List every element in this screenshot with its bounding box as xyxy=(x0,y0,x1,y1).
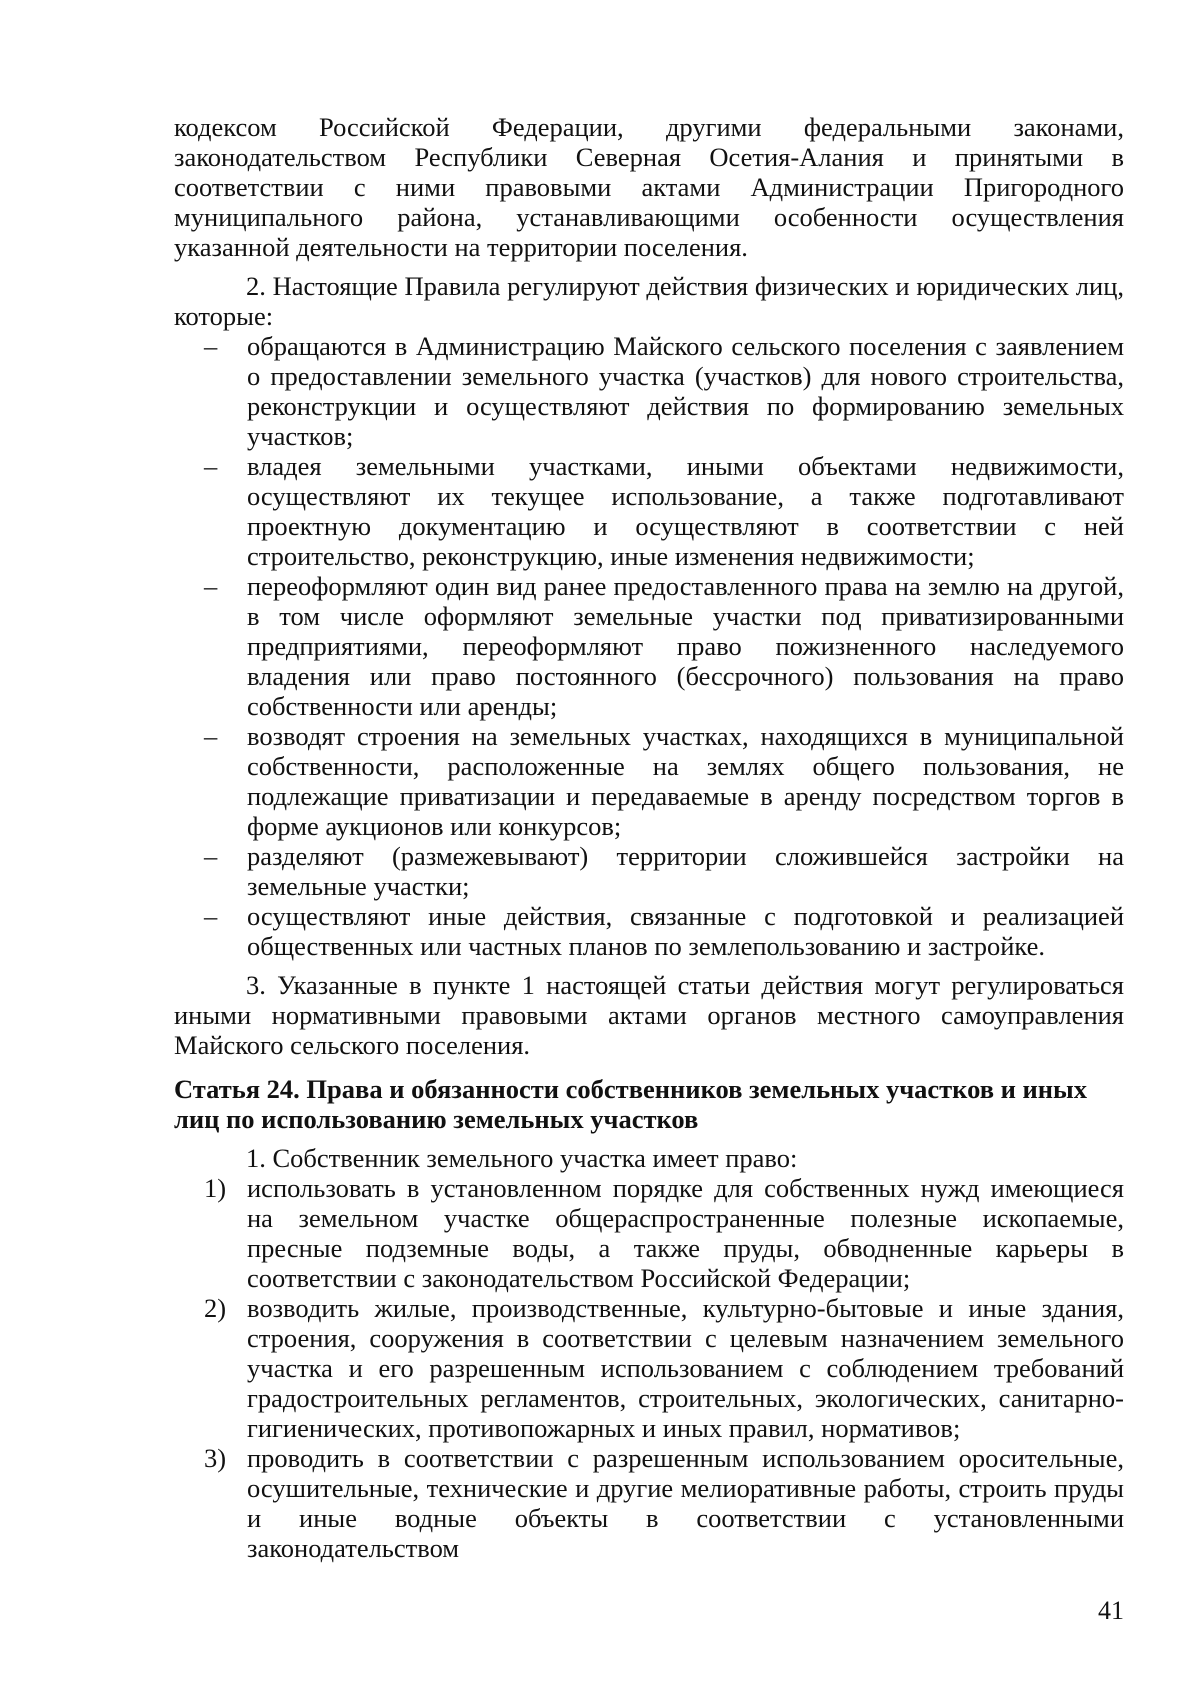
dash-marker: – xyxy=(204,721,218,751)
list-item xyxy=(174,841,1124,901)
list-item-text: возводят строения на земельных участках, находящихся в муниципальной собственности, расположенные на землях общего пользования, не подлежащие приватизации и передаваемые в аренду посредством торгов в форме аукционов или конкурсов; xyxy=(247,721,1124,841)
article-heading: Статья 24. Права и обязанности собственников земельных участков и иных лиц по использованию земельных участков xyxy=(174,1074,1087,1134)
list-item-text: обращаются в Администрацию Майского сельского поселения с заявлением о предоставлении земельного участка (участков) для нового строительства, реконструкции и осуществляют действия по формированию земельных участков; xyxy=(247,331,1124,451)
numbered-list xyxy=(174,1173,1124,1563)
article-paragraph-1: 1. Собственник земельного участка имеет право: xyxy=(246,1143,798,1173)
document-page xyxy=(174,112,1124,1563)
list-item xyxy=(174,451,1124,571)
paragraph-2: 2. Настоящие Правила регулируют действия физических и юридических лиц, которые: xyxy=(174,271,1124,331)
item-number: 1) xyxy=(204,1173,227,1203)
list-item xyxy=(174,901,1124,961)
list-item xyxy=(174,1293,1124,1443)
dash-marker: – xyxy=(204,331,218,361)
page-number: 41 xyxy=(1098,1596,1124,1625)
dash-marker: – xyxy=(204,451,218,481)
list-item-text: использовать в установленном порядке для собственных нужд имеющиеся на земельном участке общераспространенные полезные ископаемые, пресные подземные воды, а также пруды, обводненные карьеры в соответствии с законодательством Российской Федерации; xyxy=(247,1173,1124,1293)
list-item-text: осуществляют иные действия, связанные с подготовкой и реализацией общественных или частных планов по землепользованию и застройке. xyxy=(247,901,1124,961)
dash-marker: – xyxy=(204,841,218,871)
item-number: 3) xyxy=(204,1443,227,1473)
item-number: 2) xyxy=(204,1293,227,1323)
list-item xyxy=(174,571,1124,721)
bullet-list xyxy=(174,331,1124,961)
dash-marker: – xyxy=(204,901,218,931)
dash-marker: – xyxy=(204,571,218,601)
paragraph-3: 3. Указанные в пункте 1 настоящей статьи действия могут регулироваться иными нормативными правовыми актами органов местного самоуправления Майского сельского поселения. xyxy=(174,970,1124,1060)
list-item xyxy=(174,1173,1124,1293)
list-item xyxy=(174,331,1124,451)
list-item-text: владея земельными участками, иными объектами недвижимости, осуществляют их текущее использование, а также подготавливают проектную документацию и осуществляют в соответствии с ней строительство, реконструкцию, иные изменения недвижимости; xyxy=(247,451,1124,571)
intro-paragraph: кодексом Российской Федерации, другими федеральными законами, законодательством Республики Северная Осетия-Алания и принятыми в соответствии с ними правовыми актами Администрации Пригородного муниципального района, устанавливающими особенности осуществления указанной деятельности на территории поселения. xyxy=(174,112,1124,262)
list-item-text: переоформляют один вид ранее предоставленного права на землю на другой, в том числе оформляют земельные участки под приватизированными предприятиями, переоформляют право пожизненного наследуемого владения или право постоянного (бессрочного) пользования на право собственности или аренды; xyxy=(247,571,1124,721)
list-item-text: разделяют (размежевывают) территории сложившейся застройки на земельные участки; xyxy=(247,841,1124,901)
list-item-text: возводить жилые, производственные, культурно-бытовые и иные здания, строения, сооружения в соответствии с целевым назначением земельного участка и его разрешенным использованием с соблюдением требований градостроительных регламентов, строительных, экологических, санитарно-гигиенических, противопожарных и иных правил, нормативов; xyxy=(247,1293,1124,1443)
list-item xyxy=(174,1443,1124,1563)
list-item xyxy=(174,721,1124,841)
list-item-text: проводить в соответствии с разрешенным использованием оросительные, осушительные, технические и другие мелиоративные работы, строить пруды и иные водные объекты в соответствии с установленными законодательством xyxy=(247,1443,1124,1563)
